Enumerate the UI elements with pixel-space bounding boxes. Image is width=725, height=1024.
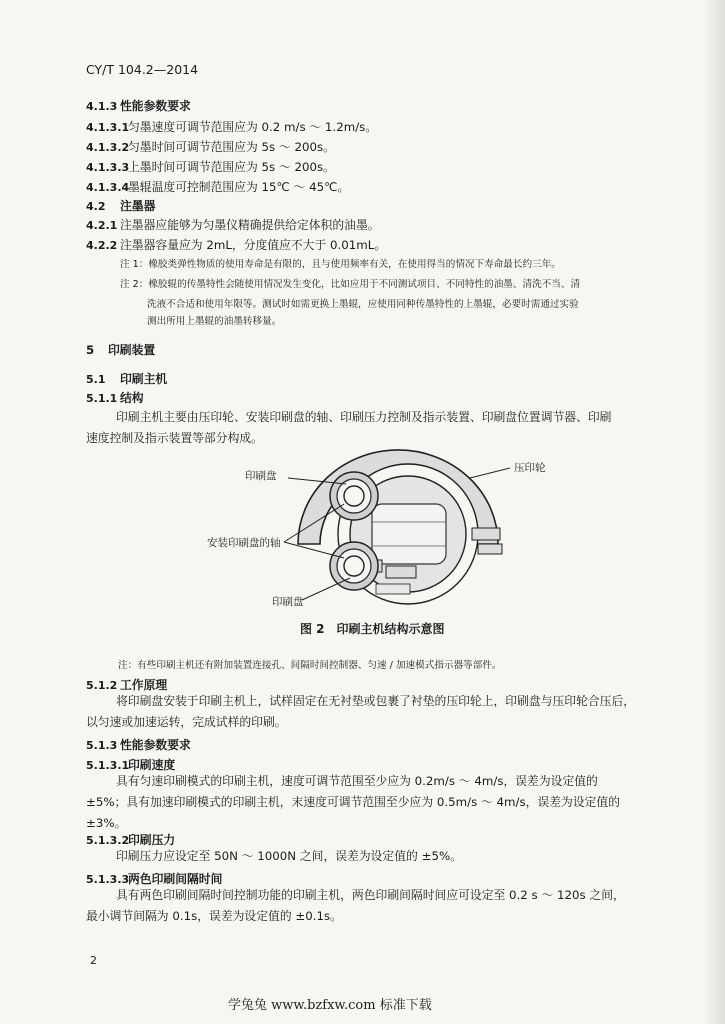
printing-machine-diagram: [180, 448, 570, 618]
clause-4-1-3-1: 4.1.3.1匀墨速度可调节范围应为 0.2 m/s ～ 1.2m/s。: [86, 120, 378, 134]
clause-4-2-1: 4.2.1 注墨器应能够为匀墨仪精确提供给定体积的油墨。: [86, 218, 380, 232]
heading-5: 5 印刷装置: [86, 343, 156, 357]
heading-5-1-2: 5.1.2 工作原理: [86, 678, 168, 692]
document-code: CY/T 104.2—2014: [86, 62, 199, 77]
paragraph-5-1-1: 印刷主机主要由压印轮、安装印刷盘的轴、印刷压力控制及指示装置、印刷盘位置调节器、印刷 速度控制及指示装置等部分构成。: [86, 410, 612, 445]
heading-5-1-3-2: 5.1.3.2印刷压力: [86, 833, 176, 847]
paragraph-5-1-3-1: 具有匀速印刷模式的印刷主机，速度可调节范围至少应为 0.2m/s ～ 4m/s，误差为设定值的 ±5%；具有加速印刷模式的印刷主机，末速度可调节范围至少应为 0.5m/s ～ 4m/s，误差为设定值的 ±3%。: [86, 774, 621, 830]
note-2-line-2: 洗液不合适和使用年限等。测试时如需更换上墨辊，应使用同种传墨特性的上墨辊，必要时需通过实验: [147, 299, 579, 310]
figure-caption: 图 2 印刷主机结构示意图: [300, 622, 445, 636]
note-2-line-3: 测出所用上墨辊的油墨转移量。: [147, 316, 282, 327]
heading-4-2: 4.2 注墨器: [86, 199, 156, 213]
label-shaft: 安装印刷盘的轴: [207, 537, 281, 549]
printing-disc-bottom: [330, 542, 378, 590]
paragraph-5-1-3-2: 印刷压力应设定至 50N ～ 1000N 之间，误差为设定值的 ±5%。: [116, 849, 462, 863]
impression-wheel: [298, 450, 502, 604]
paragraph-5-1-2: 将印刷盘安装于印刷主机上，试样固定在无衬垫或包裹了衬垫的压印轮上，印刷盘与压印轮合压后， 以匀速或加速运转，完成试样的印刷。: [86, 694, 636, 729]
heading-4-1-3: 4.1.3 性能参数要求: [86, 99, 191, 113]
label-impression-wheel: 压印轮: [514, 462, 546, 474]
page-number: 2: [90, 954, 97, 967]
heading-5-1: 5.1 印刷主机: [86, 372, 168, 386]
clause-4-1-3-2: 4.1.3.2匀墨时间可调节范围应为 5s ～ 200s。: [86, 140, 335, 154]
heading-5-1-3-3: 5.1.3.3两色印刷间隔时间: [86, 872, 223, 886]
page-edge-shadow: [703, 0, 725, 1024]
clause-4-1-3-3: 4.1.3.3上墨时间可调节范围应为 5s ～ 200s。: [86, 160, 335, 174]
clause-4-1-3-4: 4.1.3.4墨辊温度可控制范围应为 15℃ ～ 45℃。: [86, 180, 350, 194]
note-2-line-1: 注 2：橡胶辊的传墨特性会随使用情况发生变化，比如应用于不同测试项目、不同特性的油墨、清洗不当、清: [120, 279, 581, 290]
heading-5-1-1: 5.1.1 结构: [86, 391, 144, 405]
printing-disc-top: [330, 472, 378, 520]
note-figure: 注：有些印刷主机还有附加装置连接孔、间隔时间控制器、匀速 / 加速模式指示器等部件。: [118, 660, 502, 671]
paragraph-5-1-3-3: 具有两色印刷间隔时间控制功能的印刷主机，两色印刷间隔时间应可设定至 0.2 s ～ 120s 之间， 最小调节间隔为 0.1s，误差为设定值的 ±0.1s。: [86, 888, 625, 923]
heading-5-1-3-1: 5.1.3.1印刷速度: [86, 758, 176, 772]
clause-4-2-2: 4.2.2 注墨器容量应为 2mL，分度值应不大于 0.01mL。: [86, 238, 387, 252]
label-printing-disc-top: 印刷盘: [245, 470, 277, 482]
note-1: 注 1：橡胶类弹性物质的使用寿命是有限的，且与使用频率有关，在使用得当的情况下寿命最长约三年。: [120, 259, 561, 270]
footer-watermark: 学兔兔 www.bzfxw.com 标准下载: [228, 998, 432, 1013]
label-printing-disc-bottom: 印刷盘: [272, 596, 304, 608]
heading-5-1-3: 5.1.3 性能参数要求: [86, 738, 191, 752]
